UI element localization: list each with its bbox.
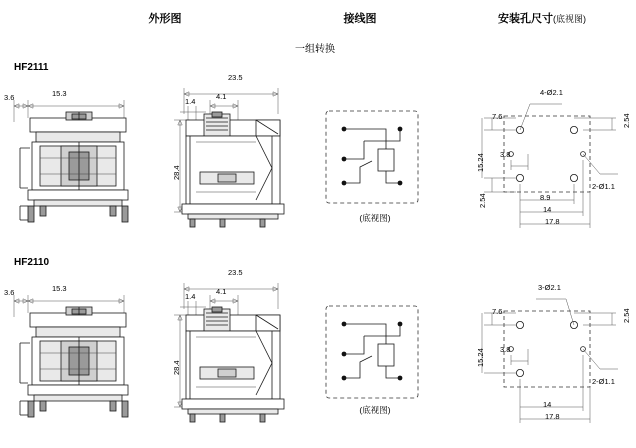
dim-hf2111-right-28-4 <box>172 165 181 180</box>
outline-view-hf2111-right <box>160 72 310 232</box>
caption-text: (底视图) <box>359 405 391 415</box>
mount-dim-hf2111-17-8 <box>545 217 560 226</box>
wiring-diagram-hf2110 <box>320 300 430 410</box>
outline-view-hf2110-left <box>6 283 156 423</box>
caption-text: (底视图) <box>359 213 391 223</box>
dim-hf2111-left-3-6 <box>4 93 14 102</box>
dim-hf2110-right-23-5 <box>228 268 243 277</box>
dim-text: 3.8 <box>500 345 511 354</box>
header-mounting-sub: (底视图) <box>553 14 586 24</box>
outline-view-hf2110-right <box>160 267 310 427</box>
mounting-diagram-hf2111 <box>470 88 630 238</box>
dim-text: 15.3 <box>52 89 67 98</box>
mount-dim-hf2111-2-54a <box>622 113 631 128</box>
header-mounting <box>462 10 622 26</box>
dim-text: 28.4 <box>172 360 181 375</box>
dim-text: 15.24 <box>476 153 485 172</box>
part-name-hf2111-text: HF2111 <box>14 62 49 73</box>
group-label-text: 一组转换 <box>295 44 335 55</box>
dim-text: 1.4 <box>185 97 196 106</box>
dim-text: 23.5 <box>228 268 243 277</box>
header-wiring <box>315 10 405 26</box>
dim-text: 2-Ø1.1 <box>592 377 615 386</box>
mount-dim-hf2111-8-9 <box>540 193 550 202</box>
wiring-caption-hf2111 <box>320 212 430 224</box>
mount-dim-hf2111-14 <box>543 205 551 214</box>
part-name-hf2110 <box>14 257 49 268</box>
dim-text: 14 <box>543 205 552 214</box>
dim-text: 3.6 <box>4 93 15 102</box>
dim-text: 3.8 <box>500 150 511 159</box>
dim-hf2111-left-15-3 <box>52 89 67 98</box>
mount-dim-hf2111-15-24 <box>476 153 485 172</box>
group-label <box>255 40 375 55</box>
header-mounting-label: 安装孔尺寸 <box>498 13 553 25</box>
dim-text: 14 <box>543 400 552 409</box>
part-name-hf2110-text: HF2110 <box>14 257 50 268</box>
dim-hf2110-right-4-1 <box>216 287 226 296</box>
header-outline-label: 外形图 <box>148 13 182 25</box>
dim-text: 4.1 <box>216 287 227 296</box>
mount-dim-hf2110-14 <box>543 400 551 409</box>
mount-dim-hf2110-3-8 <box>500 345 510 354</box>
dim-hf2111-right-1-4 <box>185 97 195 106</box>
dim-text: 1.4 <box>185 292 196 301</box>
dim-hf2111-right-23-5 <box>228 73 243 82</box>
dim-text: 2.54 <box>622 308 631 323</box>
dim-text: 2-Ø1.1 <box>592 182 615 191</box>
mount-note-hf2111-right <box>592 182 615 191</box>
dim-text: 7.6 <box>492 307 503 316</box>
dim-text: 4-Ø2.1 <box>540 88 563 97</box>
dim-text: 15.3 <box>52 284 67 293</box>
mount-dim-hf2110-2-54 <box>622 308 631 323</box>
dim-hf2110-right-28-4 <box>172 360 181 375</box>
dim-text: 17.8 <box>545 217 560 226</box>
dim-text: 2.54 <box>622 113 631 128</box>
mount-dim-hf2110-17-8 <box>545 412 560 421</box>
mount-dim-hf2110-15-24 <box>476 348 485 367</box>
mount-dim-hf2111-7-6 <box>492 112 502 121</box>
mount-dim-hf2111-3-8 <box>500 150 510 159</box>
dim-text: 28.4 <box>172 165 181 180</box>
dim-text: 17.8 <box>545 412 560 421</box>
outline-view-hf2111-left <box>6 88 156 228</box>
dim-hf2110-left-3-6 <box>4 288 14 297</box>
dim-text: 7.6 <box>492 112 503 121</box>
header-wiring-label: 接线图 <box>343 13 377 25</box>
dim-text: 3.6 <box>4 288 15 297</box>
dim-hf2110-left-15-3 <box>52 284 67 293</box>
dim-text: 23.5 <box>228 73 243 82</box>
mounting-diagram-hf2110 <box>470 283 630 433</box>
wiring-diagram-hf2111 <box>320 105 430 215</box>
dim-text: 3-Ø2.1 <box>538 283 561 292</box>
mount-note-hf2110-top <box>538 283 561 292</box>
dim-hf2111-right-4-1 <box>216 92 226 101</box>
dim-text: 4.1 <box>216 92 227 101</box>
mount-note-hf2111-top <box>540 88 563 97</box>
dim-text: 15.24 <box>476 348 485 367</box>
dim-text: 8.9 <box>540 193 551 202</box>
mount-dim-hf2110-7-6 <box>492 307 502 316</box>
mount-note-hf2110-right <box>592 377 615 386</box>
dim-hf2110-right-1-4 <box>185 292 195 301</box>
dim-text: 2.54 <box>478 193 487 208</box>
header-outline <box>110 10 220 26</box>
part-name-hf2111 <box>14 62 48 73</box>
wiring-caption-hf2110 <box>320 404 430 416</box>
mount-dim-hf2111-2-54b <box>478 193 487 208</box>
